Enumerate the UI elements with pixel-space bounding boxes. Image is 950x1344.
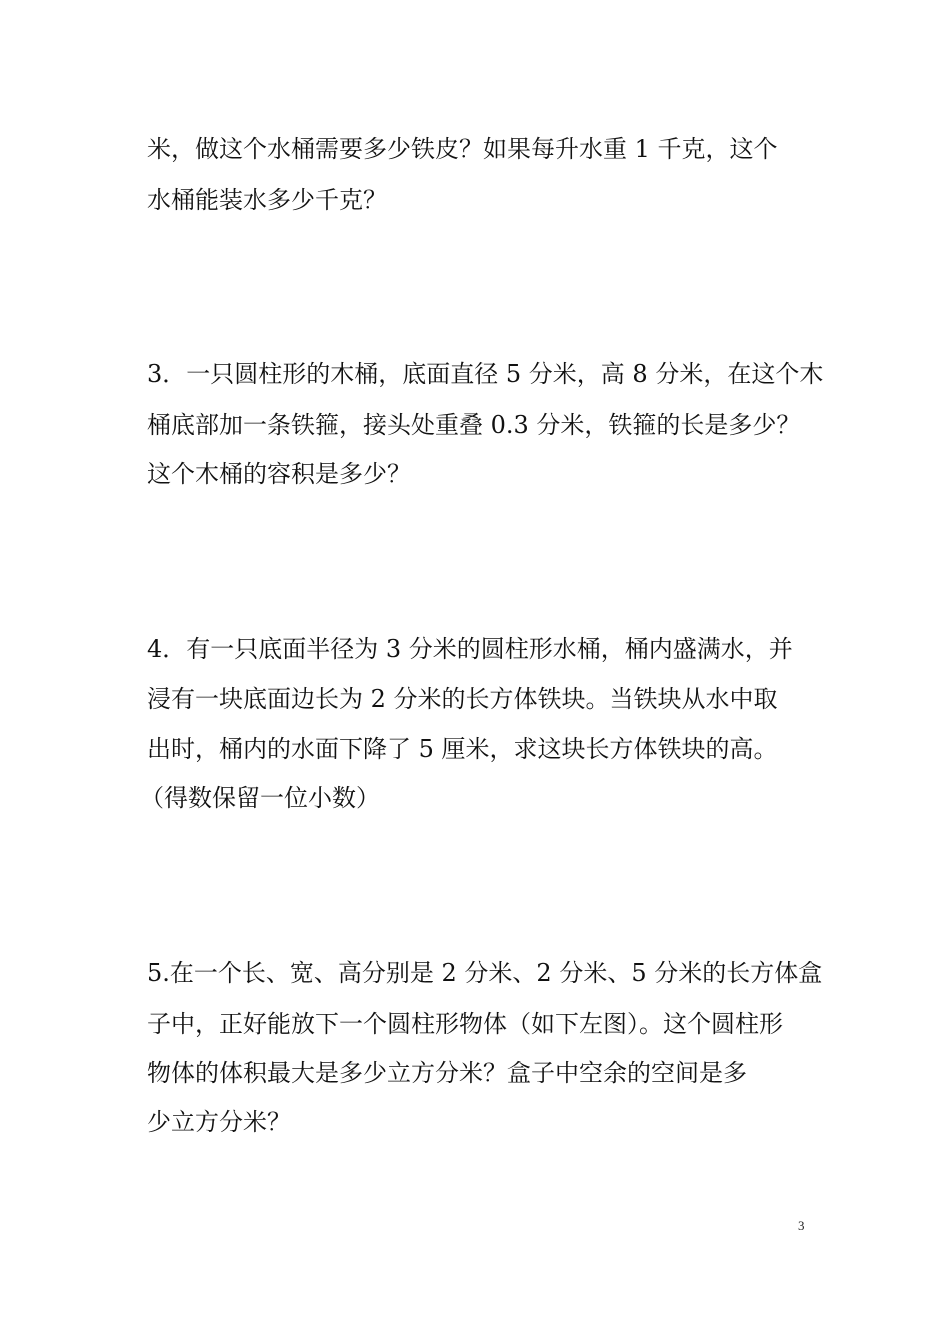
text-line: 3．一只圆柱形的木桶，底面直径 5 分米，高 8 分米，在这个木 (147, 360, 824, 388)
text-line: （得数保留一位小数） (140, 784, 380, 812)
text-line: 出时，桶内的水面下降了 5 厘米，求这块长方体铁块的高。 (147, 735, 778, 763)
text-line: 4．有一只底面半径为 3 分米的圆柱形水桶，桶内盛满水，并 (147, 635, 793, 663)
text-line: 水桶能装水多少千克？ (147, 186, 387, 214)
page-number: 3 (798, 1218, 805, 1233)
text-line: 物体的体积最大是多少立方分米？盒子中空余的空间是多 (147, 1059, 747, 1087)
text-line: 子中，正好能放下一个圆柱形物体（如下左图）。这个圆柱形 (147, 1010, 783, 1038)
text-line: 少立方分米？ (147, 1108, 291, 1136)
text-line: 5.在一个长、宽、高分别是 2 分米、2 分米、5 分米的长方体盒 (147, 959, 823, 987)
text-line: 浸有一块底面边长为 2 分米的长方体铁块。当铁块从水中取 (147, 685, 778, 713)
text-line: 这个木桶的容积是多少？ (147, 460, 411, 488)
text-line: 米，做这个水桶需要多少铁皮？如果每升水重 1 千克，这个 (147, 135, 778, 163)
text-line: 桶底部加一条铁箍，接头处重叠 0.3 分米，铁箍的长是多少？ (147, 411, 801, 439)
